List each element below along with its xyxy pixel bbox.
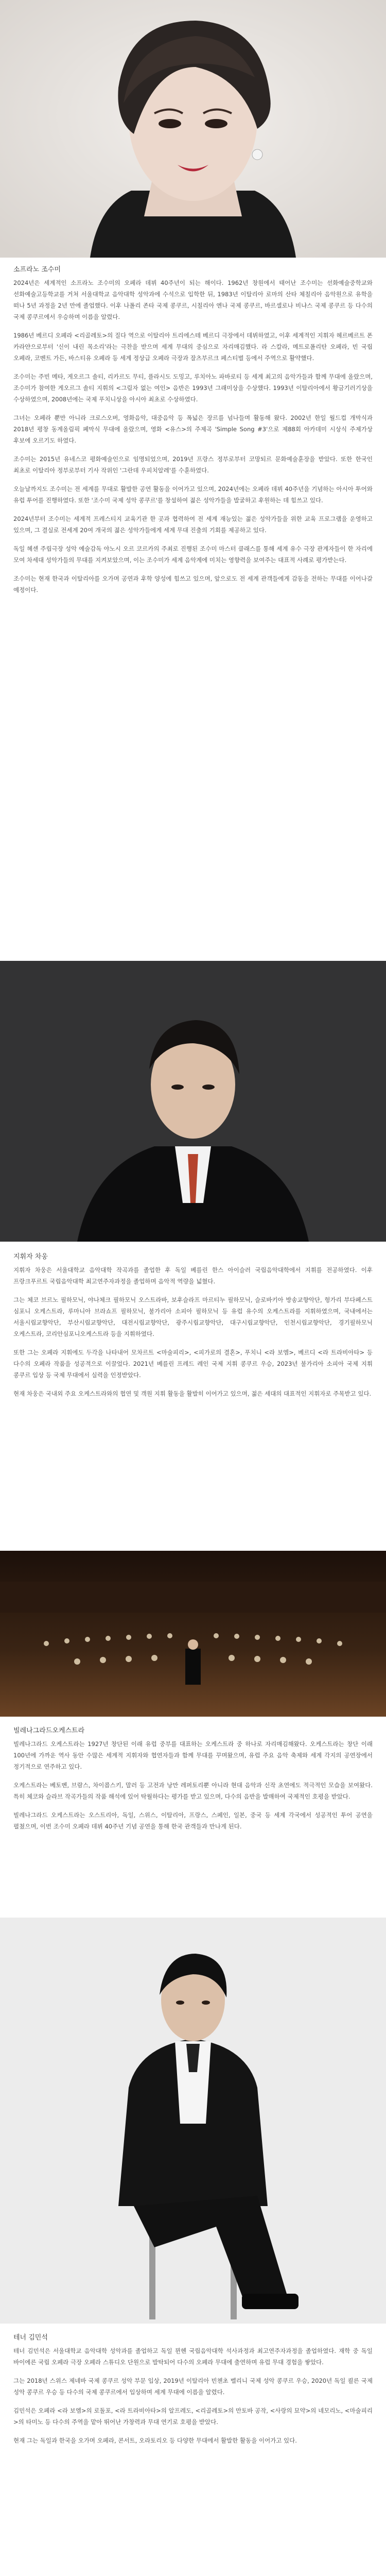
bio-paragraph: 2024년은 세계적인 소프라노 조수미의 오페라 데뷔 40주년이 되는 해이다. 1962년 창원에서 태어난 조수미는 선화예술중학교와 선화예술고등학교를 거쳐 서울대학교 음악대학 성악과에 수석으로 입학한 뒤, 1983년 이탈리아 로마의 산타 체칠리아 음악원으로 유학을 떠나 5년 과정을 2년 만에 졸업했다. 이후 나폴리 존타 국제 콩쿠르, 시칠리아 엔나 국제 콩쿠르, 바르셀로나 비냐스 국제 콩쿠르 등 다수의 국제 콩쿠르에서 우승하며 이름을 알렸다. bbox=[13, 279, 373, 320]
bio-paragraph: 조수미는 현재 한국과 이탈리아를 오가며 공연과 후학 양성에 힘쓰고 있으며, 앞으로도 전 세계 관객들에게 감동을 전하는 무대를 이어나갈 예정이다. bbox=[13, 575, 373, 594]
soprano-portrait-photo bbox=[0, 0, 386, 258]
bio-paragraph: 그녀는 오페라 뿐만 아니라 크로스오버, 영화음악, 대중음악 등 폭넓은 장르를 넘나들며 활동해 왔다. 2002년 한일 월드컵 개막식과 2018년 평창 동계올림픽 폐막식 무대에 올랐으며, 영화 <유스>의 주제곡 'Simple Song #3'으로 제88회 아카데미 시상식 주제가상 후보에 오르기도 하였다. bbox=[13, 414, 373, 444]
bio-paragraph: 현재 그는 독일과 한국을 오가며 오페라, 콘서트, 오라토리오 등 다양한 무대에서 활발한 활동을 이어가고 있다. bbox=[13, 2437, 297, 2444]
bio-paragraph: 조수미는 2015년 유네스코 평화예술인으로 임명되었으며, 2019년 프랑스 정부로부터 코망되르 문화예술훈장을 받았다. 또한 한국인 최초로 이탈리아 정부로부터 기사 작위인 '그란데 우피치알레'를 수훈하였다. bbox=[13, 455, 373, 474]
bio-paragraph: 김민석은 오페라 <라 보엠>의 로돌포, <라 트라비아타>의 알프레도, <리골레토>의 만토바 공작, <사랑의 묘약>의 네모리노, <마술피리>의 타미노 등 다수의 주역을 맡아 뛰어난 가창력과 무대 연기로 호평을 받았다. bbox=[13, 2407, 373, 2426]
conductor-caption: 지휘자 차웅 bbox=[13, 1253, 48, 1261]
bio-paragraph: 독일 헤센 주립극장 성악 예술감독 야노시 오르 코르카의 주최로 진행된 조수미 마스터 클래스를 통해 세계 유수 극장 관계자들이 한 자리에 모여 차세대 성악가들의 무대를 지켜보았으며, 이는 조수미가 세계 음악계에 미치는 영향력을 보여주는 대표적 사례로 평가받는다. bbox=[13, 545, 373, 564]
soprano-bio bbox=[13, 277, 373, 603]
orchestra-bio bbox=[13, 1738, 373, 1839]
bio-paragraph: 현재 차웅은 국내외 주요 오케스트라와의 협연 및 객원 지휘 활동을 활발히 이어가고 있으며, 젊은 세대의 대표적인 지휘자로 주목받고 있다. bbox=[13, 1390, 372, 1397]
bio-paragraph: 그는 체코 브르노 필하모닉, 야나체크 필하모닉 오스트라바, 보후슬라프 마르티누 필하모닉, 슬로바키아 방송교향악단, 헝가리 부다페스트 심포니 오케스트라, 루마니아 브라쇼프 필하모닉, 불가리아 소피아 필하모닉 등 유럽 유수의 오케스트라를 지휘하였으며, 국내에서는 서울시립교향악단, 부산시립교향악단, 대전시립교향악단, 광주시립교향악단, 대구시립교향악단, 인천시립교향악단, 경기필하모닉 오케스트라, 코리안심포니오케스트라 등을 지휘하였다. bbox=[13, 1296, 373, 1337]
conductor-portrait-photo bbox=[0, 961, 386, 1242]
bio-paragraph: 테너 김민석은 서울대학교 음악대학 성악과를 졸업하고 독일 뮌헨 국립음악대학 석사과정과 최고연주자과정을 졸업하였다. 재학 중 독일 바이에른 국립 오페라 극장 오페라 스튜디오 단원으로 발탁되어 다수의 오페라 무대에 출연하며 유럽 무대 경험을 쌓았다. bbox=[13, 2347, 373, 2366]
bio-paragraph: 빌레나그라드 오케스트라는 오스트리아, 독일, 스위스, 이탈리아, 프랑스, 스페인, 일본, 중국 등 세계 각국에서 성공적인 투어 공연을 펼쳤으며, 이번 조수미 오페라 데뷔 40주년 기념 공연을 통해 한국 관객들과 만나게 된다. bbox=[13, 1811, 373, 1830]
bio-paragraph: 그는 2018년 스위스 제네바 국제 콩쿠르 성악 부문 입상, 2019년 이탈리아 빈첸초 벨리니 국제 성악 콩쿠르 우승, 2020년 독일 쾰른 국제 성악 콩쿠르 우승 등 다수의 국제 콩쿠르에서 입상하며 세계 무대에 이름을 알렸다. bbox=[13, 2377, 373, 2396]
bio-paragraph: 지휘자 차웅은 서울대학교 음악대학 작곡과를 졸업한 후 독일 베를린 한스 아이슬러 국립음악대학에서 지휘를 전공하였다. 이후 프랑크푸르트 국립음악대학 최고연주자과정을 졸업하며 음악적 역량을 넓혔다. bbox=[13, 1266, 373, 1285]
bio-paragraph: 오케스트라는 베토벤, 브람스, 차이콥스키, 말러 등 고전과 낭만 레퍼토리뿐 아니라 현대 음악과 신작 초연에도 적극적인 모습을 보여왔다. 특히 체코와 슬라브 작곡가들의 작품 해석에 있어 탁월하다는 평가를 받고 있으며, 다수의 음반을 발매하여 국제적인 호평을 받았다. bbox=[13, 1782, 373, 1800]
orchestra-photo bbox=[0, 1551, 386, 1717]
bio-paragraph: 2024년부터 조수미는 세계적 프레스티지 교육기관 한 곳과 협력하여 전 세계 재능있는 젊은 성악가들을 위한 교육 프로그램을 운영하고 있으며, 그 결실로 전세계 20여 개국의 젊은 성악가들에게 세계 무대 진출의 기회를 제공하고 있다. bbox=[13, 515, 373, 534]
orchestra-caption: 빌레나그라드오케스트라 bbox=[13, 1727, 85, 1735]
tenor-bio bbox=[13, 2345, 373, 2453]
tenor-portrait-photo bbox=[0, 1918, 386, 2324]
soprano-caption: 소프라노 조수미 bbox=[13, 266, 61, 274]
bio-paragraph: 오늘날까지도 조수미는 전 세계를 무대로 활발한 공연 활동을 이어가고 있으며, 2024년에는 오페라 데뷔 40주년을 기념하는 아시아 투어와 유럽 투어를 진행하였다. 또한 '조수미 국제 성악 콩쿠르'를 창설하여 젊은 성악가들을 발굴하고 후원하는 데 힘쓰고 있다. bbox=[13, 485, 373, 504]
bio-paragraph: 또한 그는 오페라 지휘에도 두각을 나타내어 모차르트 <마술피리>, <피가로의 결혼>, 푸치니 <라 보엠>, 베르디 <라 트라비아타> 등 다수의 오페라 작품을 성공적으로 이끌었다. 2021년 베를린 프레드 레인 국제 지휘 콩쿠르 우승, 2023년 불가리아 소피아 국제 지휘 콩쿠르 입상 등 국제 무대에서 실력을 인정받았다. bbox=[13, 1349, 373, 1379]
conductor-bio bbox=[13, 1264, 373, 1406]
bio-paragraph: 조수미는 주빈 메타, 게오르그 솔티, 리카르도 무티, 플라시도 도밍고, 루치아노 파바로티 등 세계 최고의 음악가들과 함께 무대에 올랐으며, 조수미가 참여한 게오르그 솔티 지휘의 <그림자 없는 여인> 음반은 1993년 그래미상을 수상했다. 1993년 이탈리아에서 황금기러기상을 수상하였으며, 2008년에는 국제 푸치니상을 아시아 최초로 수상하였다. bbox=[13, 373, 373, 403]
bio-paragraph: 빌레나그라드 오케스트라는 1927년 창단된 이래 유럽 중부를 대표하는 오케스트라 중 하나로 자리매김해왔다. 오케스트라는 창단 이래 100년에 가까운 역사 동안 수많은 세계적 지휘자와 협연자들과 함께 무대를 꾸며왔으며, 유럽 주요 음악 축제와 세계 각지의 공연장에서 정기적으로 연주하고 있다. bbox=[13, 1740, 373, 1770]
tenor-caption: 테너 김민석 bbox=[13, 2334, 48, 2342]
bio-paragraph: 1986년 베르디 오페라 <리골레토>의 질다 역으로 이탈리아 트리에스테 베르디 극장에서 데뷔하였고, 이후 세계적인 지휘자 헤르베르트 폰 카라얀으로부터 '신이 내린 목소리'라는 극찬을 받으며 세계 무대의 중심으로 자리매김했다. 라 스칼라, 메트로폴리탄 오페라, 빈 국립 오페라, 코벤트 가든, 바스티유 오페라 등 세계 정상급 오페라 극장과 잘츠부르크 페스티벌 등에서 주역으로 활약했다. bbox=[13, 332, 373, 362]
